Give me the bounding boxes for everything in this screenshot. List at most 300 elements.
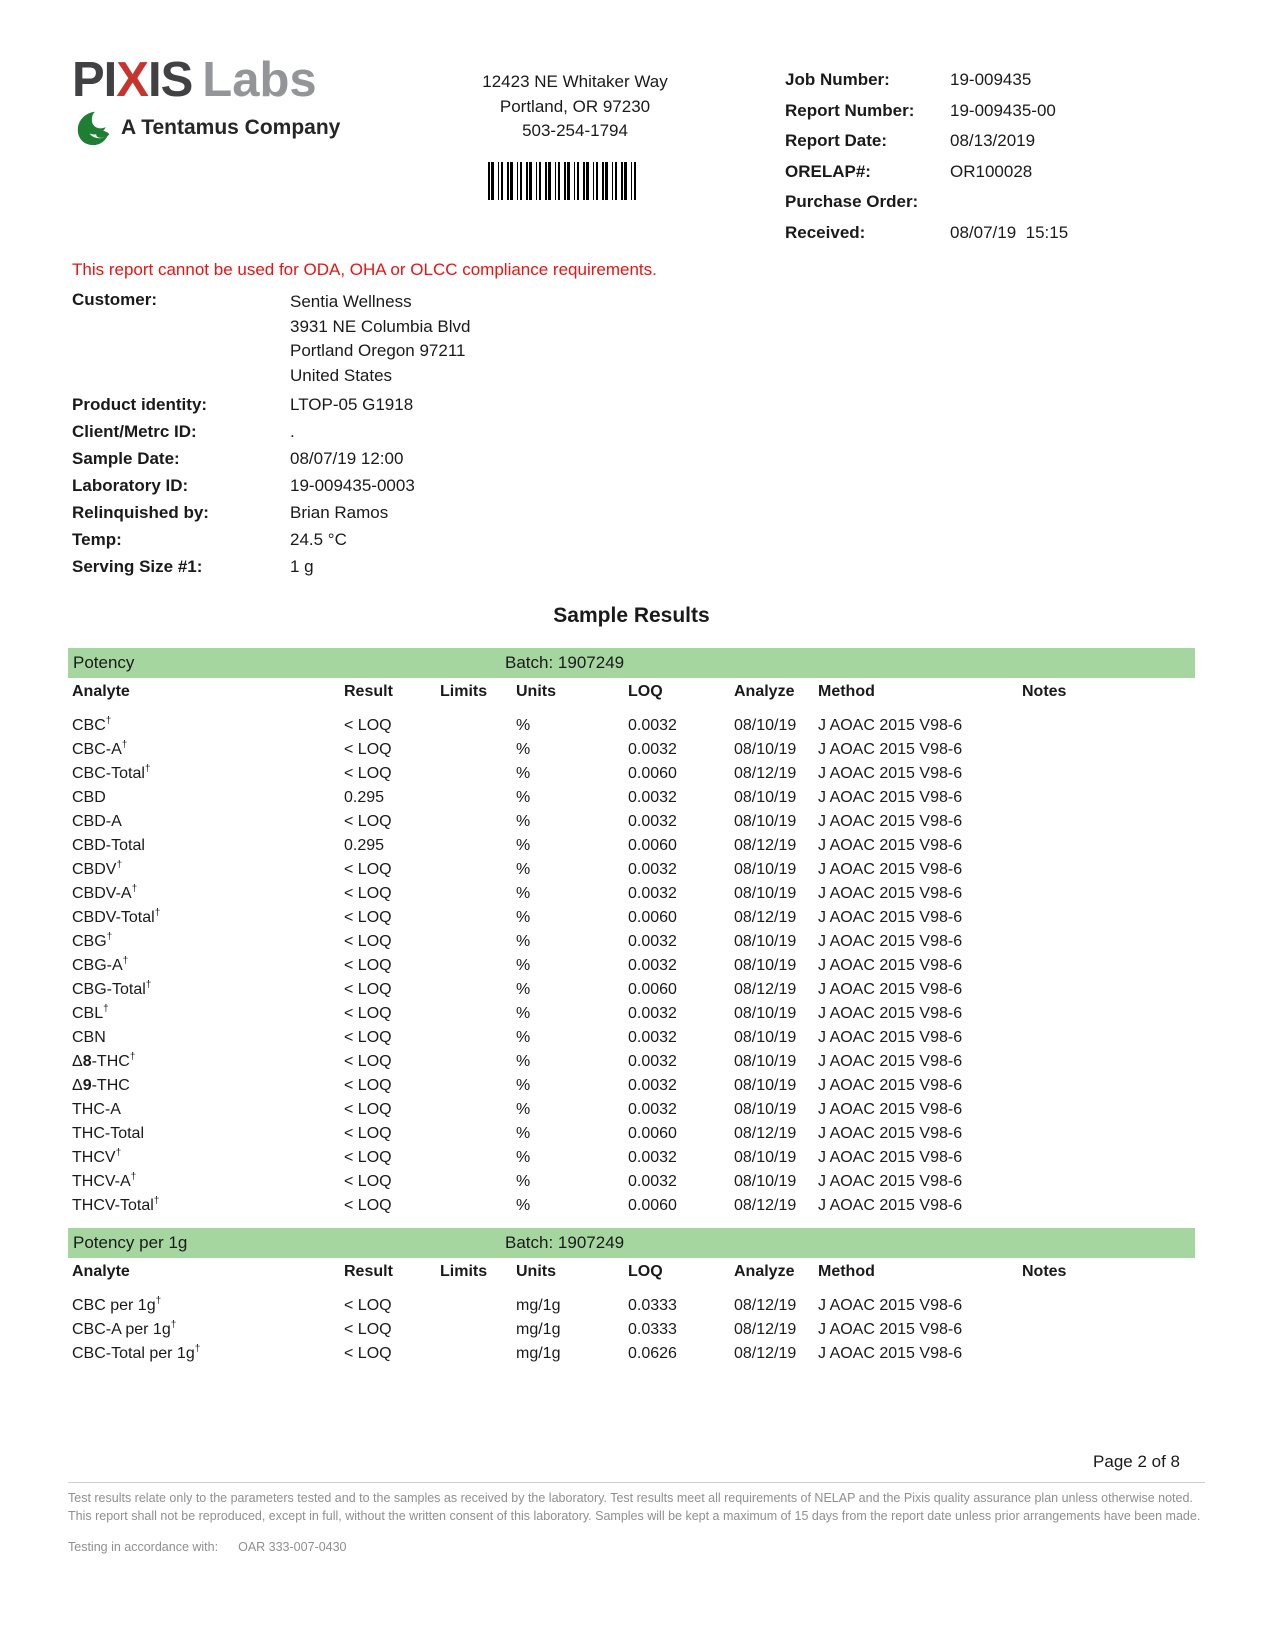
- cell-analyte: Δ8-THC†: [72, 1051, 136, 1070]
- cell-result: < LOQ: [344, 1101, 392, 1118]
- cell-limits: [440, 762, 516, 786]
- cell-loq: 0.0032: [628, 1173, 677, 1190]
- sample-info-row: [72, 395, 415, 422]
- cell-result: < LOQ: [344, 1197, 392, 1214]
- cell-analyze: 08/10/19: [734, 1029, 797, 1046]
- cell-notes: [1022, 882, 1195, 906]
- cell-result: < LOQ: [344, 861, 392, 878]
- table-row: [68, 882, 1195, 906]
- customer-address-line: United States: [290, 365, 393, 385]
- cell-method: J AOAC 2015 V98-6: [818, 717, 963, 734]
- lab-address: [430, 70, 720, 144]
- cell-units: %: [516, 1125, 531, 1142]
- cell-analyte: CBD: [72, 789, 106, 806]
- report-meta-value: 19-009435: [950, 70, 1032, 89]
- cell-analyze: 08/12/19: [734, 1345, 797, 1362]
- customer-label: Customer:: [72, 290, 158, 309]
- table-row: [68, 1170, 1195, 1194]
- cell-method: J AOAC 2015 V98-6: [818, 981, 963, 998]
- sample-info-label: Temp:: [72, 530, 122, 549]
- cell-analyte: CBD-Total: [72, 837, 145, 854]
- cell-result: < LOQ: [344, 1005, 392, 1022]
- column-header-notes: Notes: [1022, 683, 1067, 700]
- cell-loq: 0.0032: [628, 1149, 677, 1166]
- cell-notes: [1022, 810, 1195, 834]
- lab-address-line: 12423 NE Whitaker Way: [482, 72, 668, 91]
- cell-method: J AOAC 2015 V98-6: [818, 1077, 963, 1094]
- cell-result: < LOQ: [344, 813, 392, 830]
- cell-analyze: 08/12/19: [734, 1125, 797, 1142]
- cell-analyze: 08/10/19: [734, 813, 797, 830]
- cell-limits: [440, 882, 516, 906]
- logo-part-is: IS: [147, 53, 193, 107]
- report-meta-label: Purchase Order:: [785, 192, 919, 211]
- cell-analyte: CBC-A per 1g†: [72, 1319, 177, 1338]
- footer-note: [68, 1482, 1205, 1557]
- customer-block: [72, 290, 470, 388]
- cell-analyze: 08/12/19: [734, 1197, 797, 1214]
- report-meta-value: 08/07/19 15:15: [950, 222, 1069, 242]
- column-header-analyte: Analyte: [72, 1263, 130, 1280]
- logo-tagline: [76, 110, 340, 146]
- cell-analyte: CBG†: [72, 931, 113, 950]
- cell-analyte: CBDV†: [72, 859, 123, 878]
- cell-method: J AOAC 2015 V98-6: [818, 789, 963, 806]
- table-title: Potency per 1g: [73, 1233, 188, 1252]
- cell-analyze: 08/12/19: [734, 909, 797, 926]
- table-row: [68, 978, 1195, 1002]
- cell-loq: 0.0032: [628, 1077, 677, 1094]
- cell-result: < LOQ: [344, 909, 392, 926]
- cell-analyze: 08/10/19: [734, 741, 797, 758]
- cell-loq: 0.0060: [628, 765, 677, 782]
- disclaimer-text: Test results relate only to the parameters tested and to the samples as received by the laboratory. Test results meet all requirements of NELAP and the Pixis quality assurance plan unless otherwise noted. This report shall not be reproduced, except in full, without the written consent of this laboratory. Samples will be kept a maximum of 15 days from the report date unless prior arrangements have been made.: [68, 1491, 1201, 1523]
- cell-result: < LOQ: [344, 1173, 392, 1190]
- column-header-analyze: Analyze: [734, 1263, 795, 1280]
- cell-notes: [1022, 1026, 1195, 1050]
- barcode: [488, 162, 640, 200]
- cell-limits: [440, 1026, 516, 1050]
- table-row: [68, 1098, 1195, 1122]
- table-banner: [68, 1228, 1195, 1258]
- cell-result: 0.295: [344, 789, 385, 806]
- cell-notes: [1022, 1146, 1195, 1170]
- sample-info-label: Relinquished by:: [72, 503, 209, 522]
- table-row: [68, 834, 1195, 858]
- cell-loq: 0.0060: [628, 909, 677, 926]
- cell-notes: [1022, 1294, 1195, 1318]
- cell-analyte: CBC-Total†: [72, 763, 151, 782]
- sample-info-label: Serving Size #1:: [72, 557, 203, 576]
- cell-loq: 0.0032: [628, 813, 677, 830]
- cell-analyze: 08/10/19: [734, 861, 797, 878]
- cell-loq: 0.0032: [628, 1053, 677, 1070]
- cell-result: < LOQ: [344, 885, 392, 902]
- cell-limits: [440, 1002, 516, 1026]
- cell-limits: [440, 1318, 516, 1342]
- table-row: [68, 786, 1195, 810]
- cell-notes: [1022, 1170, 1195, 1194]
- report-meta-row: [785, 131, 1215, 162]
- report-meta-label: Received:: [785, 222, 866, 242]
- cell-loq: 0.0060: [628, 837, 677, 854]
- cell-units: %: [516, 957, 531, 974]
- table-title: Potency: [73, 653, 135, 672]
- cell-limits: [440, 738, 516, 762]
- cell-analyte: THC-A: [72, 1101, 121, 1118]
- table-row: [68, 810, 1195, 834]
- cell-notes: [1022, 1342, 1195, 1366]
- cell-method: J AOAC 2015 V98-6: [818, 765, 963, 782]
- cell-result: < LOQ: [344, 741, 392, 758]
- lab-address-line: 503-254-1794: [522, 121, 628, 140]
- cell-analyte: Δ9-THC: [72, 1077, 130, 1094]
- column-header-analyte: Analyte: [72, 683, 130, 700]
- cell-notes: [1022, 714, 1195, 738]
- potency-per-1g-table: [68, 1228, 1195, 1366]
- cell-notes: [1022, 930, 1195, 954]
- cell-notes: [1022, 1318, 1195, 1342]
- cell-units: %: [516, 1173, 531, 1190]
- cell-loq: 0.0032: [628, 957, 677, 974]
- cell-limits: [440, 1342, 516, 1366]
- cell-analyze: 08/12/19: [734, 1321, 797, 1338]
- cell-loq: 0.0032: [628, 1005, 677, 1022]
- cell-analyte: CBN: [72, 1029, 106, 1046]
- table-row: [68, 930, 1195, 954]
- cell-units: %: [516, 981, 531, 998]
- sample-info: [72, 395, 415, 584]
- cell-analyte: THCV-A†: [72, 1171, 137, 1190]
- logo-wordmark: [72, 53, 340, 107]
- cell-loq: 0.0626: [628, 1345, 677, 1362]
- cell-limits: [440, 714, 516, 738]
- cell-method: J AOAC 2015 V98-6: [818, 1125, 963, 1142]
- cell-method: J AOAC 2015 V98-6: [818, 1297, 963, 1314]
- cell-limits: [440, 786, 516, 810]
- sample-info-value: 19-009435-0003: [290, 476, 415, 495]
- cell-analyze: 08/10/19: [734, 885, 797, 902]
- table-header-row: [68, 683, 1195, 703]
- sample-info-value: 08/07/19 12:00: [290, 449, 404, 468]
- column-header-notes: Notes: [1022, 1263, 1067, 1280]
- cell-units: %: [516, 1005, 531, 1022]
- cell-units: %: [516, 741, 531, 758]
- cell-notes: [1022, 1002, 1195, 1026]
- sample-info-row: [72, 530, 415, 557]
- table-body: [68, 714, 1195, 1218]
- potency-table: [68, 648, 1195, 1218]
- report-meta: [785, 70, 1215, 253]
- cell-units: mg/1g: [516, 1321, 561, 1338]
- column-header-method: Method: [818, 1263, 875, 1280]
- cell-method: J AOAC 2015 V98-6: [818, 1029, 963, 1046]
- cell-result: < LOQ: [344, 1345, 392, 1362]
- cell-method: J AOAC 2015 V98-6: [818, 885, 963, 902]
- cell-analyze: 08/12/19: [734, 837, 797, 854]
- cell-notes: [1022, 1098, 1195, 1122]
- report-meta-label: Report Number:: [785, 100, 915, 120]
- column-header-result: Result: [344, 1263, 393, 1280]
- cell-result: < LOQ: [344, 957, 392, 974]
- lab-address-line: Portland, OR 97230: [499, 96, 651, 116]
- cell-loq: 0.0333: [628, 1297, 677, 1314]
- cell-result: < LOQ: [344, 1053, 392, 1070]
- batch-label: Batch: 1907249: [505, 653, 625, 672]
- report-meta-value: OR100028: [950, 161, 1033, 181]
- customer-address-line: Portland Oregon 97211: [290, 341, 466, 360]
- cell-analyze: 08/10/19: [734, 717, 797, 734]
- table-row: [68, 1026, 1195, 1050]
- tentamus-leaf-icon: [76, 110, 112, 146]
- table-row: [68, 1002, 1195, 1026]
- customer-address-line: Sentia Wellness: [290, 292, 412, 311]
- cell-notes: [1022, 1194, 1195, 1218]
- compliance-warning: This report cannot be used for ODA, OHA or OLCC compliance requirements.: [72, 260, 657, 279]
- cell-notes: [1022, 978, 1195, 1002]
- table-row: [68, 1194, 1195, 1218]
- cell-analyte: THCV-Total†: [72, 1195, 160, 1214]
- cell-method: J AOAC 2015 V98-6: [818, 1005, 963, 1022]
- accordance-value: OAR 333-007-0430: [238, 1540, 347, 1554]
- cell-loq: 0.0032: [628, 861, 677, 878]
- sample-info-value: LTOP-05 G1918: [290, 395, 414, 414]
- cell-notes: [1022, 738, 1195, 762]
- sample-info-row: [72, 449, 415, 476]
- report-meta-row: [785, 192, 1215, 223]
- cell-analyte: CBDV-Total†: [72, 907, 161, 926]
- cell-units: %: [516, 933, 531, 950]
- column-header-analyze: Analyze: [734, 683, 795, 700]
- cell-notes: [1022, 1122, 1195, 1146]
- column-header-loq: LOQ: [628, 1263, 663, 1280]
- cell-limits: [440, 906, 516, 930]
- table-row: [68, 1318, 1195, 1342]
- cell-units: mg/1g: [516, 1345, 561, 1362]
- cell-method: J AOAC 2015 V98-6: [818, 933, 963, 950]
- cell-analyze: 08/10/19: [734, 933, 797, 950]
- cell-analyze: 08/12/19: [734, 765, 797, 782]
- logo-part-pi: PI: [72, 53, 117, 107]
- cell-limits: [440, 858, 516, 882]
- cell-analyze: 08/10/19: [734, 1005, 797, 1022]
- cell-analyte: CBC-A†: [72, 739, 128, 758]
- cell-analyze: 08/10/19: [734, 957, 797, 974]
- logo-part-labs: Labs: [202, 53, 317, 107]
- cell-analyze: 08/10/19: [734, 1053, 797, 1070]
- sample-info-label: Sample Date:: [72, 449, 180, 468]
- page-number: Page 2 of 8: [1093, 1452, 1180, 1471]
- cell-result: < LOQ: [344, 1297, 392, 1314]
- table-row: [68, 762, 1195, 786]
- cell-units: %: [516, 909, 531, 926]
- cell-analyte: CBL†: [72, 1003, 109, 1022]
- logo-part-x: X: [116, 53, 148, 107]
- cell-method: J AOAC 2015 V98-6: [818, 813, 963, 830]
- cell-loq: 0.0032: [628, 741, 677, 758]
- table-row: [68, 738, 1195, 762]
- cell-analyte: CBG-A†: [72, 955, 129, 974]
- batch-label: Batch: 1907249: [505, 1233, 625, 1252]
- table-row: [68, 1294, 1195, 1318]
- cell-notes: [1022, 786, 1195, 810]
- table-row: [68, 1342, 1195, 1366]
- cell-units: mg/1g: [516, 1297, 561, 1314]
- sample-info-label: Laboratory ID:: [72, 476, 189, 495]
- report-meta-row: [785, 223, 1215, 254]
- cell-analyte: THCV†: [72, 1147, 122, 1166]
- accordance-label: Testing in accordance with:: [68, 1540, 219, 1554]
- cell-limits: [440, 1170, 516, 1194]
- cell-units: %: [516, 813, 531, 830]
- report-meta-row: [785, 70, 1215, 101]
- sample-info-value: .: [290, 422, 295, 441]
- table-body: [68, 1294, 1195, 1366]
- sample-info-row: [72, 503, 415, 530]
- pixis-labs-logo: [72, 53, 341, 146]
- cell-units: %: [516, 717, 531, 734]
- table-row: [68, 1146, 1195, 1170]
- cell-limits: [440, 954, 516, 978]
- cell-analyze: 08/12/19: [734, 1297, 797, 1314]
- column-header-limits: Limits: [440, 1263, 488, 1280]
- cell-method: J AOAC 2015 V98-6: [818, 1197, 963, 1214]
- table-row: [68, 1050, 1195, 1074]
- table-row: [68, 1074, 1195, 1098]
- cell-analyze: 08/10/19: [734, 1077, 797, 1094]
- sample-info-row: [72, 476, 415, 503]
- cell-analyte: CBDV-A†: [72, 883, 138, 902]
- cell-method: J AOAC 2015 V98-6: [818, 1173, 963, 1190]
- column-header-loq: LOQ: [628, 683, 663, 700]
- cell-units: %: [516, 1197, 531, 1214]
- cell-analyze: 08/10/19: [734, 1173, 797, 1190]
- cell-notes: [1022, 762, 1195, 786]
- cell-analyte: CBC†: [72, 715, 112, 734]
- cell-loq: 0.0032: [628, 933, 677, 950]
- cell-limits: [440, 1294, 516, 1318]
- column-header-method: Method: [818, 683, 875, 700]
- cell-analyze: 08/12/19: [734, 981, 797, 998]
- section-title: Sample Results: [553, 604, 710, 627]
- sample-info-row: [72, 422, 415, 449]
- cell-units: %: [516, 1029, 531, 1046]
- cell-units: %: [516, 1053, 531, 1070]
- cell-limits: [440, 1098, 516, 1122]
- cell-limits: [440, 978, 516, 1002]
- table-row: [68, 954, 1195, 978]
- report-meta-row: [785, 101, 1215, 132]
- cell-result: < LOQ: [344, 1029, 392, 1046]
- cell-loq: 0.0060: [628, 981, 677, 998]
- sample-info-label: Client/Metrc ID:: [72, 422, 197, 441]
- cell-method: J AOAC 2015 V98-6: [818, 861, 963, 878]
- report-meta-row: [785, 162, 1215, 193]
- cell-units: %: [516, 861, 531, 878]
- report-meta-label: ORELAP#:: [785, 161, 871, 181]
- cell-loq: 0.0032: [628, 885, 677, 902]
- cell-units: %: [516, 789, 531, 806]
- cell-notes: [1022, 1074, 1195, 1098]
- report-meta-label: Report Date:: [785, 131, 888, 150]
- sample-info-row: [72, 557, 415, 584]
- cell-units: %: [516, 1077, 531, 1094]
- cell-units: %: [516, 1149, 531, 1166]
- cell-units: %: [516, 1101, 531, 1118]
- cell-notes: [1022, 1050, 1195, 1074]
- cell-method: J AOAC 2015 V98-6: [818, 741, 963, 758]
- cell-result: < LOQ: [344, 765, 392, 782]
- cell-limits: [440, 1194, 516, 1218]
- table-row: [68, 714, 1195, 738]
- table-row: [68, 1122, 1195, 1146]
- cell-analyze: 08/10/19: [734, 1101, 797, 1118]
- cell-analyze: 08/10/19: [734, 789, 797, 806]
- cell-limits: [440, 1122, 516, 1146]
- cell-method: J AOAC 2015 V98-6: [818, 1149, 963, 1166]
- cell-notes: [1022, 858, 1195, 882]
- cell-limits: [440, 1074, 516, 1098]
- cell-result: < LOQ: [344, 1125, 392, 1142]
- sample-info-value: Brian Ramos: [290, 503, 389, 522]
- cell-analyze: 08/10/19: [734, 1149, 797, 1166]
- cell-units: %: [516, 885, 531, 902]
- sample-info-value: 24.5 °C: [290, 530, 347, 549]
- cell-loq: 0.0032: [628, 1029, 677, 1046]
- report-meta-value: 08/13/2019: [950, 131, 1036, 150]
- cell-method: J AOAC 2015 V98-6: [818, 957, 963, 974]
- cell-method: J AOAC 2015 V98-6: [818, 837, 963, 854]
- cell-limits: [440, 930, 516, 954]
- sample-info-label: Product identity:: [72, 395, 208, 414]
- cell-analyte: CBG-Total†: [72, 979, 152, 998]
- report-meta-label: Job Number:: [785, 70, 890, 89]
- cell-units: %: [516, 765, 531, 782]
- cell-loq: 0.0032: [628, 789, 677, 806]
- cell-result: < LOQ: [344, 1321, 392, 1338]
- cell-analyte: CBC per 1g†: [72, 1295, 162, 1314]
- table-row: [68, 858, 1195, 882]
- column-header-result: Result: [344, 683, 393, 700]
- cell-limits: [440, 1146, 516, 1170]
- cell-method: J AOAC 2015 V98-6: [818, 1345, 963, 1362]
- table-row: [68, 906, 1195, 930]
- cell-loq: 0.0060: [628, 1125, 677, 1142]
- cell-method: J AOAC 2015 V98-6: [818, 1053, 963, 1070]
- cell-result: < LOQ: [344, 1077, 392, 1094]
- cell-loq: 0.0060: [628, 1197, 677, 1214]
- cell-analyte: CBD-A: [72, 813, 122, 830]
- cell-notes: [1022, 834, 1195, 858]
- cell-limits: [440, 810, 516, 834]
- table-banner: [68, 648, 1195, 678]
- cell-result: < LOQ: [344, 1149, 392, 1166]
- report-meta-value: 19-009435-00: [950, 100, 1056, 120]
- cell-loq: 0.0032: [628, 717, 677, 734]
- accordance-row: [68, 1539, 1205, 1557]
- cell-analyte: THC-Total: [72, 1125, 145, 1142]
- column-header-units: Units: [516, 683, 556, 700]
- cell-result: < LOQ: [344, 933, 392, 950]
- customer-address-line: 3931 NE Columbia Blvd: [290, 316, 471, 336]
- column-header-limits: Limits: [440, 683, 488, 700]
- table-header-row: [68, 1263, 1195, 1283]
- cell-result: < LOQ: [344, 981, 392, 998]
- cell-method: J AOAC 2015 V98-6: [818, 909, 963, 926]
- cell-limits: [440, 834, 516, 858]
- cell-loq: 0.0333: [628, 1321, 677, 1338]
- cell-result: 0.295: [344, 837, 385, 854]
